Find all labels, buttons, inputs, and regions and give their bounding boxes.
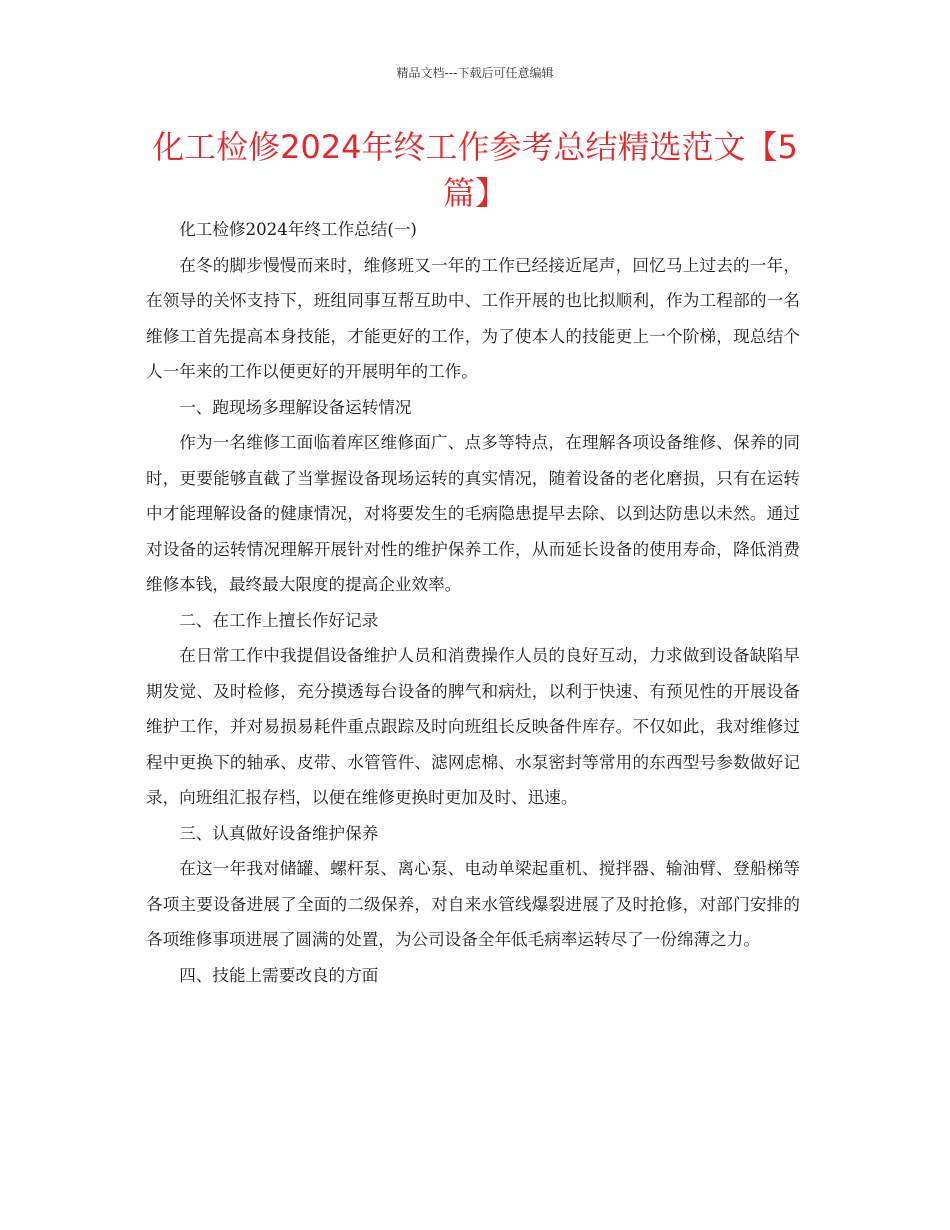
heading-4: 四、技能上需要改良的方面 bbox=[179, 965, 379, 985]
document-title: 化工检修2024年终工作参考总结精选范文【5篇】 bbox=[152, 128, 798, 212]
section-title: 化工检修2024年终工作总结(一) bbox=[179, 220, 417, 239]
paragraph-2: 在日常工作中我提倡设备维护人员和消费操作人员的良好互动，力求做到设备缺陷早期发觉、及时检修，充分摸透每台设备的脾气和病灶，以利于快速、有预见性的开展设备维护工作，并对易损易耗件重点跟踪及时向班组长反映备件库存。不仅如此，我对维修过程中更换下的轴承、皮带、水管管件、滤网虑棉、水泵密封等常用的东西型号参数做好记录，向班组汇报存档，以便在维修更换时更加及时、迅速。 bbox=[146, 646, 800, 807]
header-note: 精品文档---下载后可任意编辑 bbox=[396, 66, 554, 80]
intro-paragraph: 在冬的脚步慢慢而来时，维修班又一年的工作已经接近尾声，回忆马上过去的一年，在领导的关怀支持下，班组同事互帮互助中、工作开展的也比拟顺利，作为工程部的一名维修工首先提高本身技能，才能更好的工作，为了使本人的技能更上一个阶梯，现总结个人一年来的工作以便更好的开展明年的工作。 bbox=[146, 255, 800, 381]
paragraph-1: 作为一名维修工面临着库区维修面广、点多等特点，在理解各项设备维修、保养的同时，更要能够直截了当掌握设备现场运转的真实情况，随着设备的老化磨损，只有在运转中才能理解设备的健康情况，对将要发生的毛病隐患提早去除、以到达防患以未然。通过对设备的运转情况理解开展针对性的维护保养工作，从而延长设备的使用寿命，降低消费维修本钱，最终最大限度的提高企业效率。 bbox=[146, 433, 800, 594]
heading-1: 一、跑现场多理解设备运转情况 bbox=[179, 397, 412, 417]
heading-2: 二、在工作上擅长作好记录 bbox=[179, 610, 379, 630]
document-body bbox=[146, 212, 800, 993]
paragraph-3: 在这一年我对储罐、螺杆泵、离心泵、电动单梁起重机、搅拌器、输油臂、登船梯等各项主要设备进展了全面的二级保养，对自来水管线爆裂进展了及时抢修，对部门安排的各项维修事项进展了圆满的处置，为公司设备全年低毛病率运转尽了一份绵薄之力。 bbox=[146, 859, 800, 949]
heading-3: 三、认真做好设备维护保养 bbox=[179, 823, 379, 843]
